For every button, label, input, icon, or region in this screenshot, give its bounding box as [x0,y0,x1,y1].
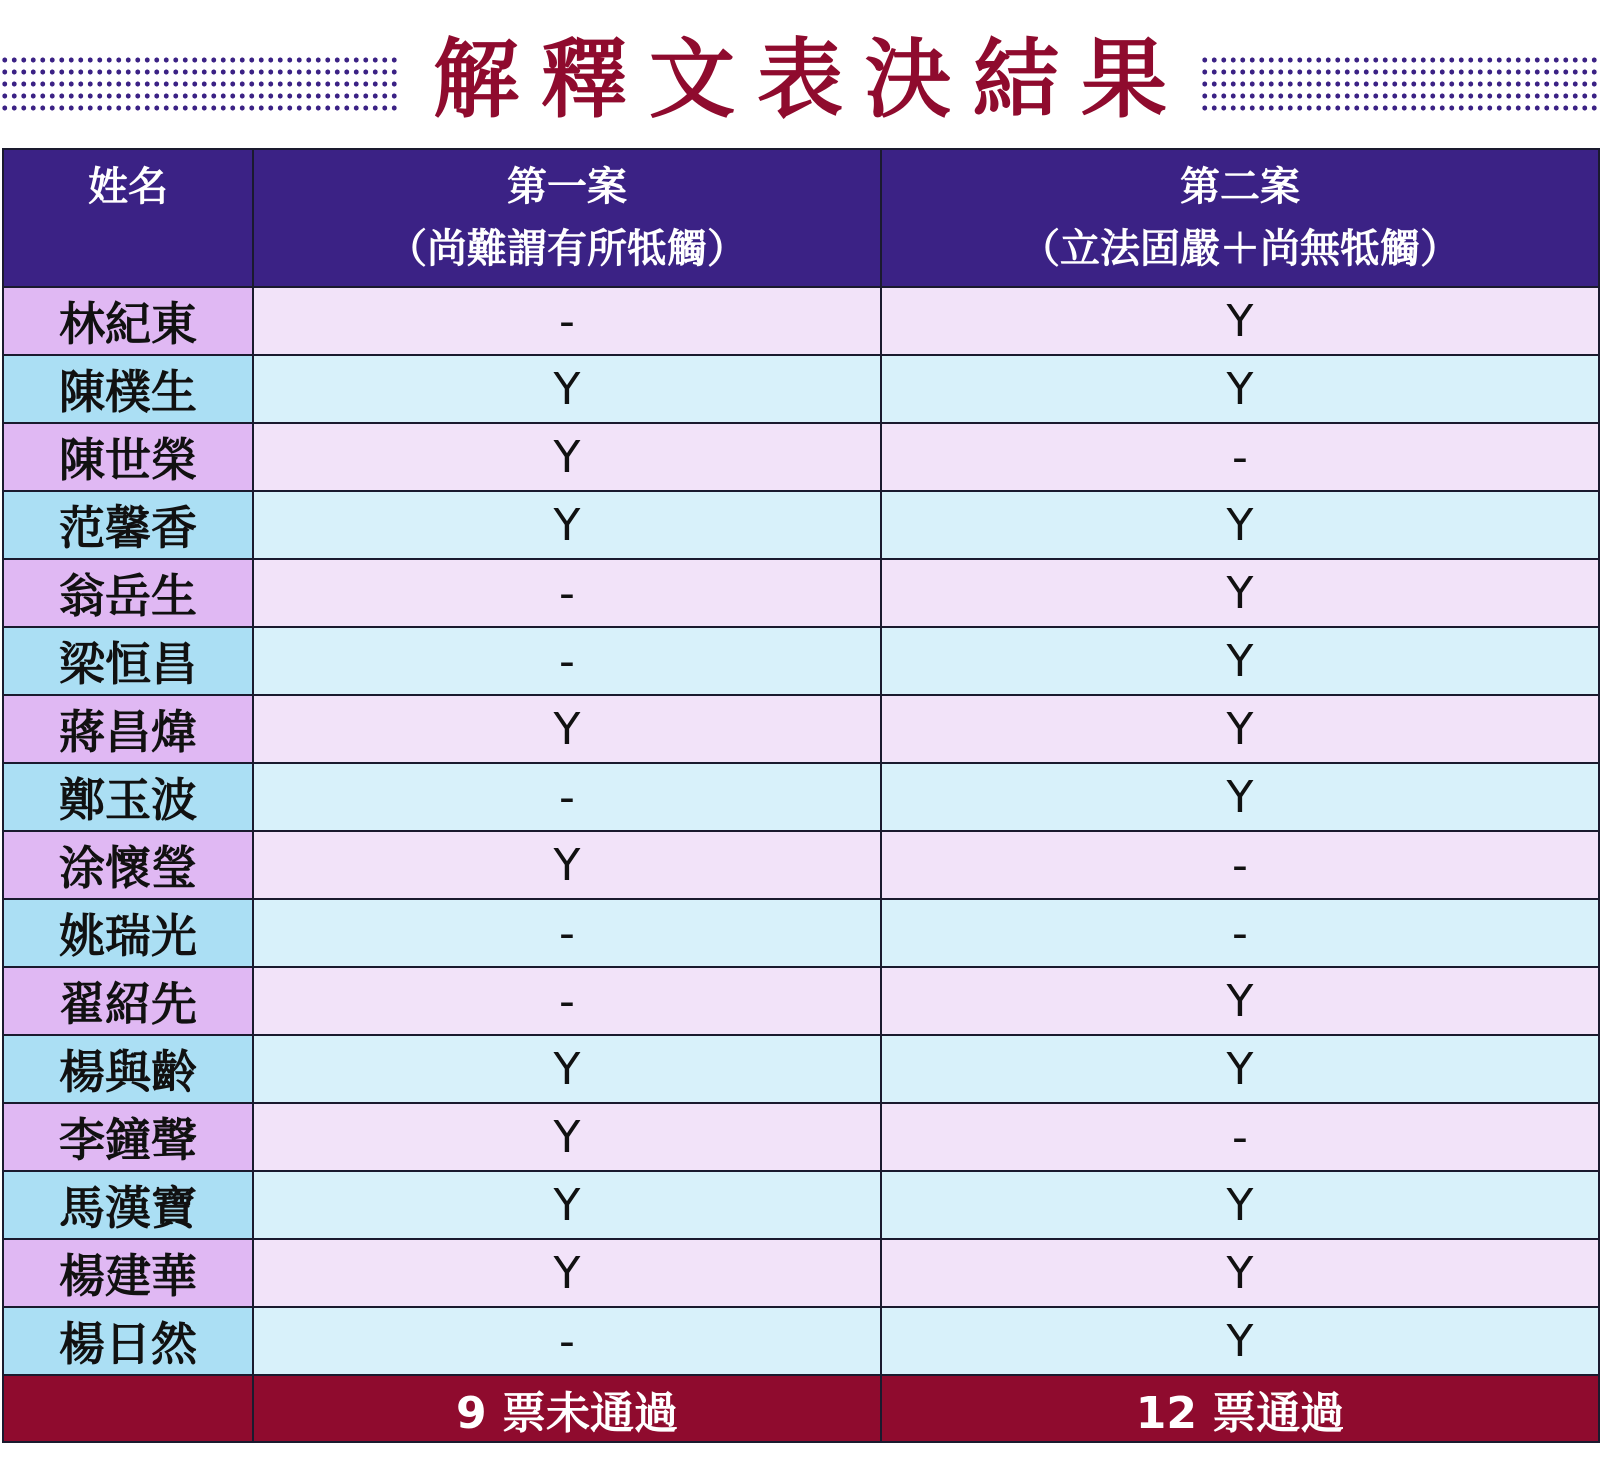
case2-vote-cell: Y [881,967,1599,1035]
case1-vote-cell: - [253,763,881,831]
justice-name-cell: 涂懷瑩 [3,831,253,899]
case2-vote-cell: Y [881,627,1599,695]
column-header-case2 [881,149,1599,287]
table-row [3,967,1599,1035]
case2-vote-cell: Y [881,695,1599,763]
case1-result: 9 票未通過 [253,1375,881,1442]
case1-vote-cell: - [253,627,881,695]
case2-vote-cell: Y [881,1035,1599,1103]
dot-pattern-left [0,54,400,114]
case2-vote-cell: - [881,1103,1599,1171]
table-row [3,491,1599,559]
justice-name-cell: 楊日然 [3,1307,253,1375]
table-row [3,763,1599,831]
case1-vote-cell: Y [253,1035,881,1103]
table-row [3,695,1599,763]
case1-vote-cell: Y [253,423,881,491]
page-title: 解釋文表決結果 [433,30,1189,130]
justice-name-cell: 馬漢寶 [3,1171,253,1239]
result-label-cell [3,1375,253,1442]
case2-vote-cell: Y [881,1171,1599,1239]
table-row [3,1171,1599,1239]
table-row [3,287,1599,355]
column-header-name-label: 姓名 [88,164,168,210]
case1-vote-cell: - [253,559,881,627]
result-row [3,1375,1599,1442]
column-header-case2-subtitle: （立法固嚴＋尚無牴觸） [1020,226,1460,272]
justice-name-cell: 范馨香 [3,491,253,559]
justice-name-cell: 楊建華 [3,1239,253,1307]
table-row [3,1103,1599,1171]
column-header-case1-title: 第一案 [507,164,627,210]
table-row [3,423,1599,491]
column-header-name [3,149,253,287]
case1-vote-cell: Y [253,1171,881,1239]
case1-vote-cell: Y [253,1239,881,1307]
case2-vote-cell: - [881,423,1599,491]
table-row [3,899,1599,967]
table-row [3,831,1599,899]
justice-name-cell: 陳樸生 [3,355,253,423]
column-header-case1-subtitle: （尚難謂有所牴觸） [387,226,747,272]
case1-vote-cell: Y [253,831,881,899]
justice-name-cell: 翁岳生 [3,559,253,627]
dot-pattern-right [1200,54,1600,114]
justice-name-cell: 李鐘聲 [3,1103,253,1171]
justice-name-cell: 陳世榮 [3,423,253,491]
case2-vote-cell: Y [881,355,1599,423]
case1-vote-cell: Y [253,355,881,423]
case2-vote-cell: Y [881,287,1599,355]
case1-vote-cell: Y [253,1103,881,1171]
justice-name-cell: 林紀東 [3,287,253,355]
justice-name-cell: 楊與齡 [3,1035,253,1103]
case2-vote-cell: Y [881,1307,1599,1375]
column-header-case2-title: 第二案 [1180,164,1300,210]
justice-name-cell: 蔣昌煒 [3,695,253,763]
table-row [3,559,1599,627]
case1-vote-cell: Y [253,491,881,559]
justice-name-cell: 梁恒昌 [3,627,253,695]
case2-vote-cell: Y [881,559,1599,627]
page-header [0,0,1600,148]
case2-vote-cell: Y [881,1239,1599,1307]
case2-vote-cell: Y [881,763,1599,831]
case1-vote-cell: - [253,1307,881,1375]
table-row [3,1035,1599,1103]
table-row [3,1239,1599,1307]
justice-name-cell: 姚瑞光 [3,899,253,967]
case2-result: 12 票通過 [881,1375,1599,1442]
vote-results-table [2,148,1600,1443]
justice-name-cell: 翟紹先 [3,967,253,1035]
table-body [3,287,1599,1375]
table-row [3,355,1599,423]
justice-name-cell: 鄭玉波 [3,763,253,831]
column-header-case1 [253,149,881,287]
case2-vote-cell: - [881,831,1599,899]
case2-vote-cell: - [881,899,1599,967]
case1-vote-cell: Y [253,695,881,763]
case2-vote-cell: Y [881,491,1599,559]
table-row [3,627,1599,695]
table-header-row [3,149,1599,287]
case1-vote-cell: - [253,967,881,1035]
table-row [3,1307,1599,1375]
case1-vote-cell: - [253,287,881,355]
case1-vote-cell: - [253,899,881,967]
